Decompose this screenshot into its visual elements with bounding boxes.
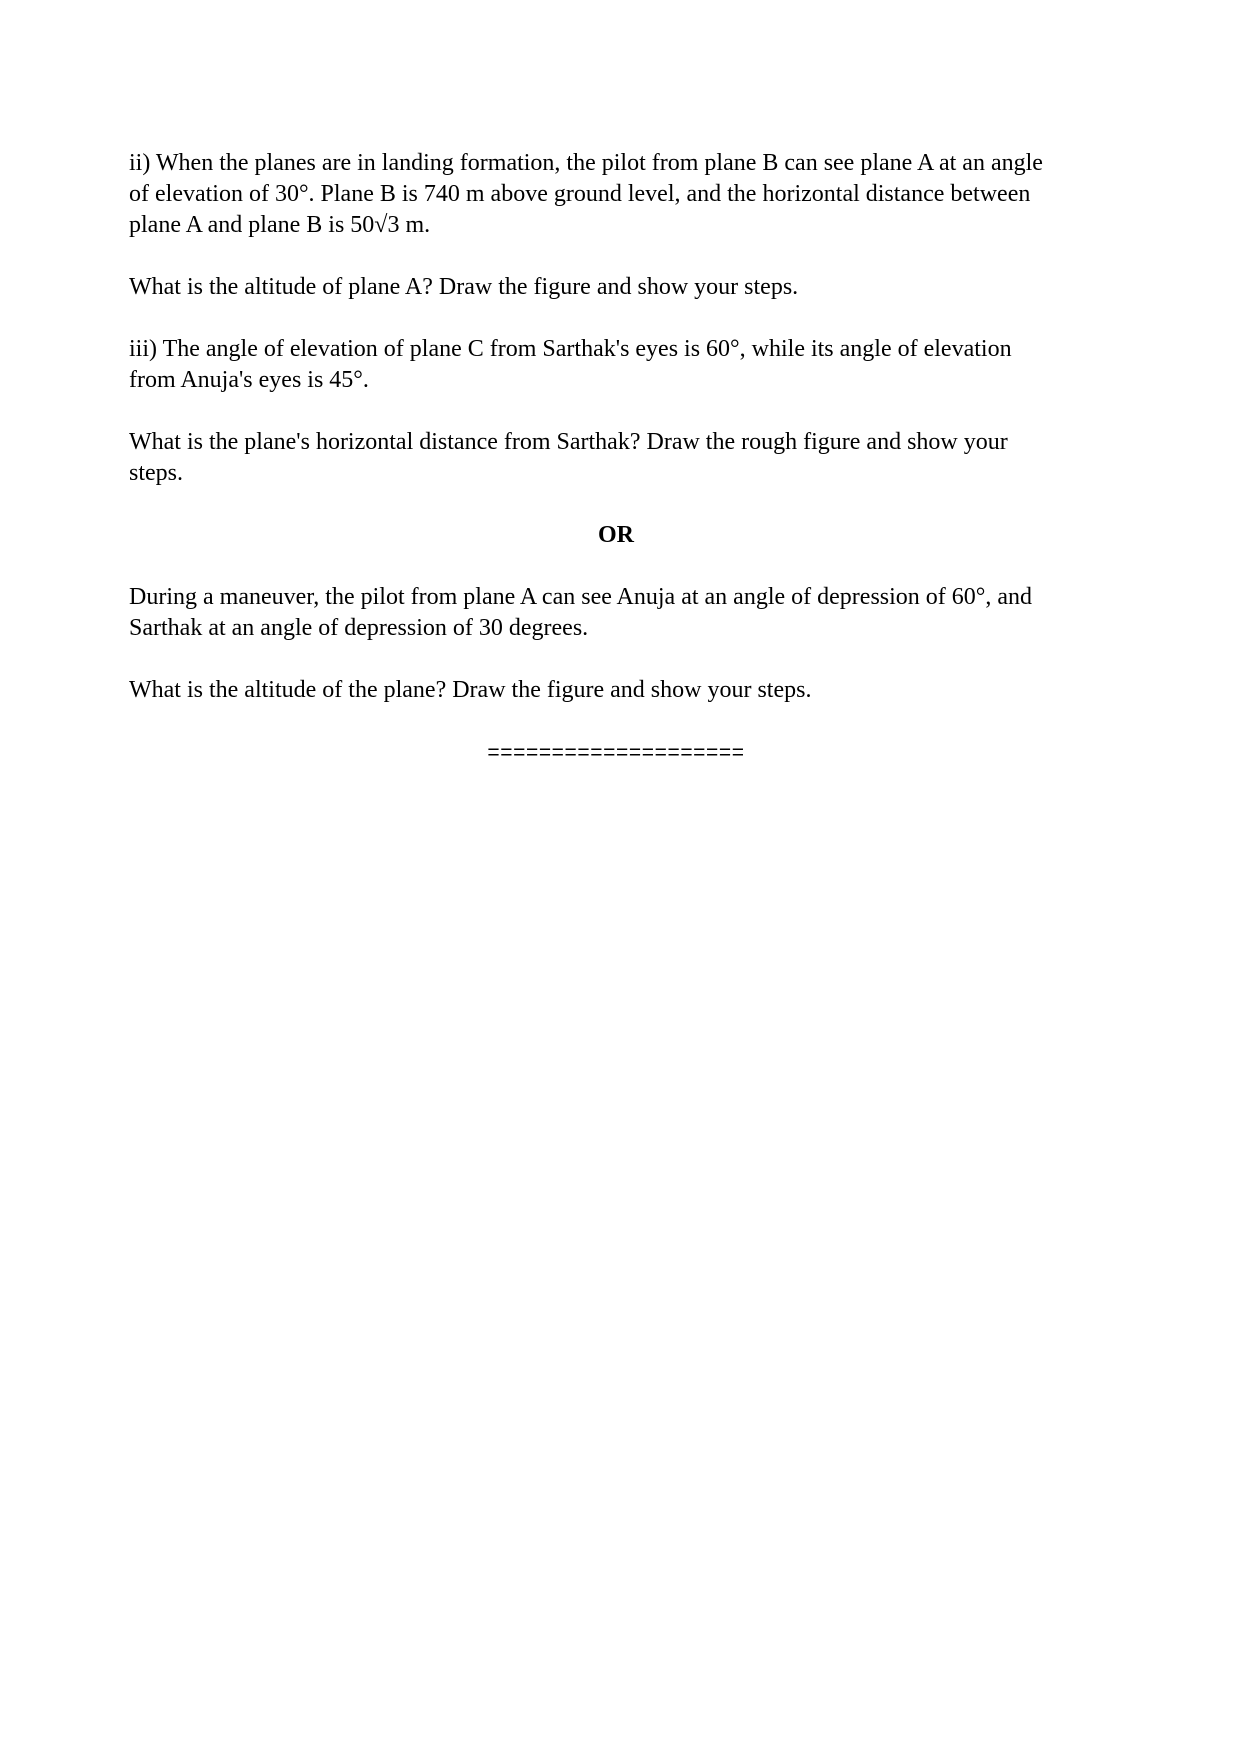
alternative-statement [129,582,1089,644]
document-body [129,148,1089,768]
question-iii-prompt [129,427,1089,489]
text-line: Sarthak at an angle of depression of 30 degrees. [129,615,589,641]
text-line: What is the plane's horizontal distance from Sarthak? Draw the rough figure and show your [129,429,1008,455]
text-line: plane A and plane B is 50√3 m. [129,212,431,238]
question-ii-statement [129,148,1089,241]
question-iii-statement [129,334,1089,396]
text-line: ii) When the planes are in landing formation, the pilot from plane B can see plane A at an angle [129,150,1043,176]
text-line: of elevation of 30°. Plane B is 740 m above ground level, and the horizontal distance between [129,181,1031,207]
text-line: What is the altitude of the plane? Draw the figure and show your steps. [129,677,812,703]
text-line: During a maneuver, the pilot from plane A can see Anuja at an angle of depression of 60°, and [129,584,1033,610]
alternative-prompt [129,675,1089,706]
text-line: iii) The angle of elevation of plane C from Sarthak's eyes is 60°, while its angle of elevation [129,336,1012,362]
end-of-paper-divider: ==================== [487,741,745,764]
question-ii-prompt [129,272,1089,303]
text-line: from Anuja's eyes is 45°. [129,367,369,393]
text-line: steps. [129,460,183,486]
text-line: What is the altitude of plane A? Draw the figure and show your steps. [129,274,799,300]
or-heading: OR [598,522,634,548]
